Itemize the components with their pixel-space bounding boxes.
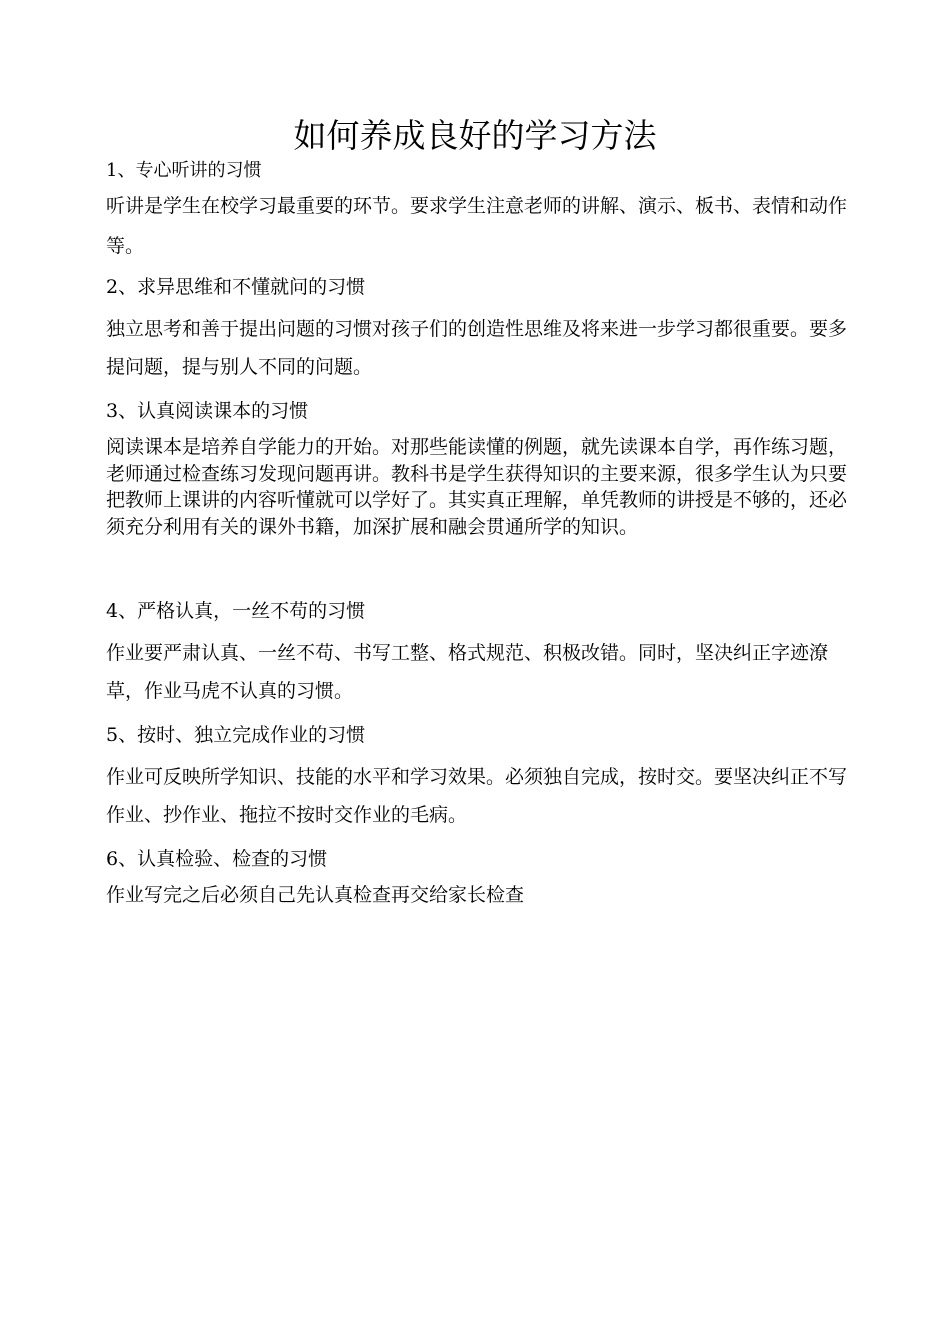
section-4-heading: 4、严格认真，一丝不苟的习惯 [106, 600, 366, 622]
section-2-heading: 2、求异思维和不懂就问的习惯 [106, 276, 366, 298]
section-1-heading: 1、专心听讲的习惯 [106, 160, 262, 181]
section-6-body: 作业写完之后必须自己先认真检查再交给家长检查 [106, 884, 525, 906]
section-5-body: 作业可反映所学知识、技能的水平和学习效果。必须独自完成，按时交。要坚决纠正不写作业、抄作业、拖拉不按时交作业的毛病。 [106, 766, 848, 826]
section-1-body: 听讲是学生在校学习最重要的环节。要求学生注意老师的讲解、演示、板书、表情和动作等。 [106, 195, 848, 257]
section-3-heading: 3、认真阅读课本的习惯 [106, 400, 309, 422]
section-4-body: 作业要严肃认真、一丝不苟、书写工整、格式规范、积极改错。同时，坚决纠正字迹潦草，作业马虎不认真的习惯。 [106, 642, 829, 702]
section-6-heading: 6、认真检验、检查的习惯 [106, 848, 328, 870]
section-3-body: 阅读课本是培养自学能力的开始。对那些能读懂的例题，就先读课本自学，再作练习题，老师通过检查练习发现问题再讲。教科书是学生获得知识的主要来源，很多学生认为只要把教师上课讲的内容听懂就可以学好了。其实真正理解，单凭教师的讲授是不够的，还必须充分利用有关的课外书籍，加深扩展和融会贯通所学的知识。 [106, 436, 848, 538]
section-2-body: 独立思考和善于提出问题的习惯对孩子们的创造性思维及将来进一步学习都很重要。要多提问题，提与别人不同的问题。 [106, 318, 848, 378]
section-5-heading: 5、按时、独立完成作业的习惯 [106, 724, 366, 746]
document-title: 如何养成良好的学习方法 [293, 116, 657, 155]
